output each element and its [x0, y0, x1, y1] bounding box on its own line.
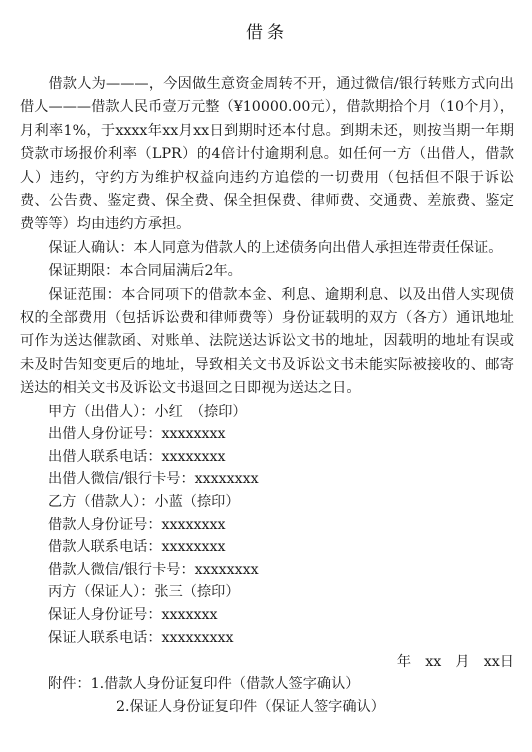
guarantee-period-paragraph: 保证期限：本合同届满后2年。: [48, 263, 242, 280]
document-title: 借条: [246, 23, 288, 43]
borrower-id-line: 借款人身份证号：xxxxxxxx: [48, 516, 226, 533]
signing-date: 年 xx 月 xx日: [396, 654, 514, 671]
guarantor-id-line: 保证人身份证号：xxxxxxx: [48, 607, 218, 624]
lender-party-line: 甲方（出借人）：小红 （捺印）: [48, 403, 247, 420]
borrower-account-line: 借款人微信/银行卡号：xxxxxxxx: [48, 561, 259, 578]
loan-terms-paragraph: 借款人为———，今因做生意资金周转不开，通过微信/银行转账方式向出借人———借款人民币壹万元整（¥10000.00元），借款期拾个月（10个月），月利率1%，于xxxx年xx月xx日到期时还本付息。到期未还，则按当期一年期贷款市场报价利率（LPR）的4倍计付逾期利息。如任何一方（出借人，借款人）违约，守约方为维护权益向违约方追偿的一切费用（包括但不限于诉讼费、公告费、鉴定费、保全费、保全担保费、律师费、交通费、差旅费、鉴定费等等）均由违约方承担。: [20, 76, 514, 233]
lender-id-line: 出借人身份证号：xxxxxxxx: [48, 426, 226, 443]
guarantee-scope-paragraph: 保证范围：本合同项下的借款本金、利息、逾期利息、以及出借人实现债权的全部费用（包括诉讼费和律师费等）身份证载明的双方（各方）通讯地址可作为送达催款函、对账单、法院送达诉讼文书的地址，因载明的地址有误或未及时告知变更后的地址，导致相关文书及诉讼文书未能实际被接收的、邮寄送达的相关文书及诉讼文书退回之日即视为送达之日。: [20, 286, 514, 397]
guarantor-party-line: 丙方（保证人）：张三（捺印）: [48, 584, 240, 601]
attachment-2: 2.保证人身份证复印件（保证人签字确认）: [116, 699, 385, 716]
attachment-1: 附件：1.借款人身份证复印件（借款人签字确认）: [48, 676, 360, 693]
borrower-party-line: 乙方（借款人）：小蓝（捺印）: [48, 494, 240, 511]
borrower-phone-line: 借款人联系电话：xxxxxxxx: [48, 539, 226, 556]
lender-account-line: 出借人微信/银行卡号：xxxxxxxx: [48, 471, 259, 488]
guarantor-confirmation-paragraph: 保证人确认：本人同意为借款人的上述债务向出借人承担连带责任保证。: [48, 239, 503, 256]
parties-list: [20, 401, 514, 650]
lender-phone-line: 出借人联系电话：xxxxxxxx: [48, 448, 226, 465]
guarantor-phone-line: 保证人联系电话：xxxxxxxxx: [48, 629, 234, 646]
